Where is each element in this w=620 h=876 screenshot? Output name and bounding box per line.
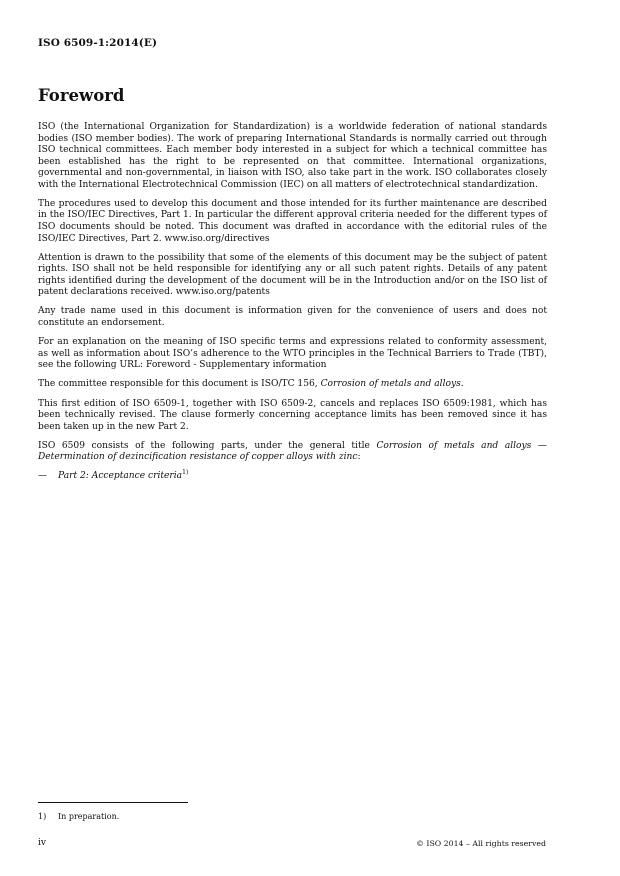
paragraph-iso-intro: ISO (the International Organization for Standardization) is a worldwide federation of national standards bodies (ISO member bodies). The work of preparing International Standards is normally carried out through ISO technical committees. Each member body interested in a subject for which a technical committee has been established has the right to be represented on that committee. International organizations, governmental and non-governmental, in liaison with ISO, also take part in the work. ISO collaborates closely with the International Electrotechnical Commission (IEC) on all matters of electrotechnical standardization. — [38, 122, 547, 190]
list-item-part-2 — [38, 471, 547, 483]
paragraph-conformity: For an explanation on the meaning of ISO specific terms and expressions related to conformity assessment, as well as information about ISO’s adherence to the WTO principles in the Technical Barriers to Trade (TBT), see the following URL: Foreword - Supplementary information — [38, 337, 547, 371]
footnote-divider — [38, 802, 188, 803]
paragraph-trade-name: Any trade name used in this document is information given for the convenience of users and does not constitute an endorsement. — [38, 306, 547, 328]
parts-general-title: Corrosion of metals and alloys — Determination of dezincification resistance of copper alloys with zinc — [38, 440, 547, 463]
parts-intro-prefix: ISO 6509 consists of the following parts, under the general title — [38, 440, 377, 451]
committee-prefix: The committee responsible for this document is ISO/TC 156, — [38, 379, 321, 390]
paragraph-parts-intro — [38, 441, 547, 464]
paragraph-patents: Attention is drawn to the possibility that some of the elements of this document may be the subject of patent rights. ISO shall not be held responsible for identifying any or all such patent rights. Details of any patent rights identified during the development of the document will be in the Introduction and/or on the ISO list of patent declarations received. www.iso.org/patents — [38, 252, 547, 298]
paragraph-edition: This first edition of ISO 6509-1, together with ISO 6509-2, cancels and replaces ISO 6509:1981, which has been technically revised. The clause formerly concerning acceptance limits has been removed since it has been taken up in the new Part 2. — [38, 398, 547, 432]
parts-intro-suffix: : — [357, 452, 361, 463]
footnote-text: In preparation. — [58, 812, 120, 821]
paragraph-committee — [38, 379, 547, 391]
page-number: iv — [38, 838, 46, 848]
committee-suffix: . — [460, 379, 464, 390]
paragraph-procedures: The procedures used to develop this document and those intended for its further maintenance are described in the ISO/IEC Directives, Part 1. In particular the different approval criteria needed for the different types of ISO documents should be noted. This document was drafted in accordance with the editorial rules of the ISO/IEC Directives, Part 2. www.iso.org/directives — [38, 198, 547, 244]
committee-name: Corrosion of metals and alloys — [320, 379, 461, 390]
part-2-label: Part 2: Acceptance criteria — [58, 471, 183, 482]
footnote-reference[interactable]: 1) — [182, 469, 189, 477]
copyright-notice: © ISO 2014 – All rights reserved — [416, 839, 546, 848]
page-title: Foreword — [38, 86, 125, 105]
footnote — [38, 812, 119, 821]
foreword-body — [38, 122, 547, 483]
document-id-header: ISO 6509-1:2014(E) — [38, 37, 158, 49]
footnote-number: 1) — [38, 812, 47, 821]
list-dash: — — [38, 471, 48, 482]
